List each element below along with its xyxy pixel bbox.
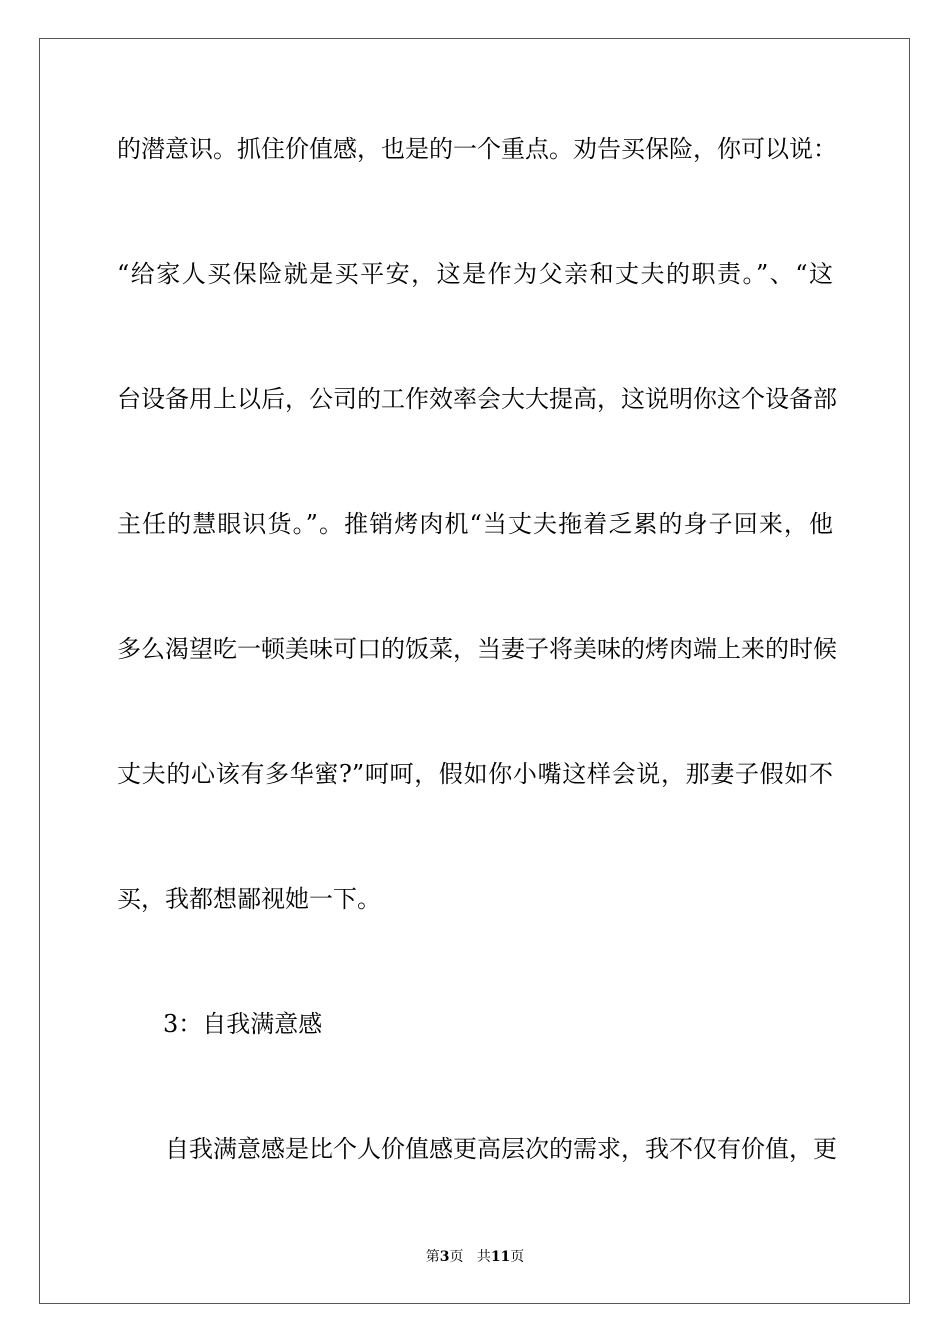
text-line-6: 丈夫的心该有多华蜜?”呵呵，假如你小嘴这样会说，那妻子假如不	[117, 760, 833, 788]
paragraph-start-line: 自我满意感是比个人价值感更高层次的需求，我不仅有价值，更	[165, 1135, 837, 1163]
footer-page-number: 3	[439, 1249, 450, 1265]
text-line-1: 的潜意识。抓住价值感，也是的一个重点。劝告买保险，你可以说：	[117, 135, 837, 163]
footer-page-suffix: 页	[449, 1249, 464, 1265]
section-heading: 3：自我满意感	[163, 1010, 323, 1038]
footer-total-prefix: 共	[476, 1249, 491, 1265]
footer-total-suffix: 页	[510, 1249, 525, 1265]
text-line-3: 台设备用上以后，公司的工作效率会大大提高，这说明你这个设备部	[117, 385, 837, 413]
text-line-7: 买，我都想鄙视她一下。	[117, 885, 381, 913]
footer-page-prefix: 第	[425, 1249, 440, 1265]
text-line-2: “给家人买保险就是买平安，这是作为父亲和丈夫的职责。”、“这	[117, 260, 833, 288]
page-footer	[0, 1247, 950, 1267]
text-line-4: 主任的慧眼识货。”。推销烤肉机“当丈夫拖着乏累的身子回来，他	[117, 510, 833, 538]
footer-total-number: 11	[490, 1249, 511, 1265]
text-line-5: 多么渴望吃一顿美味可口的饭菜，当妻子将美味的烤肉端上来的时候	[117, 635, 837, 663]
page-border	[39, 38, 910, 1304]
